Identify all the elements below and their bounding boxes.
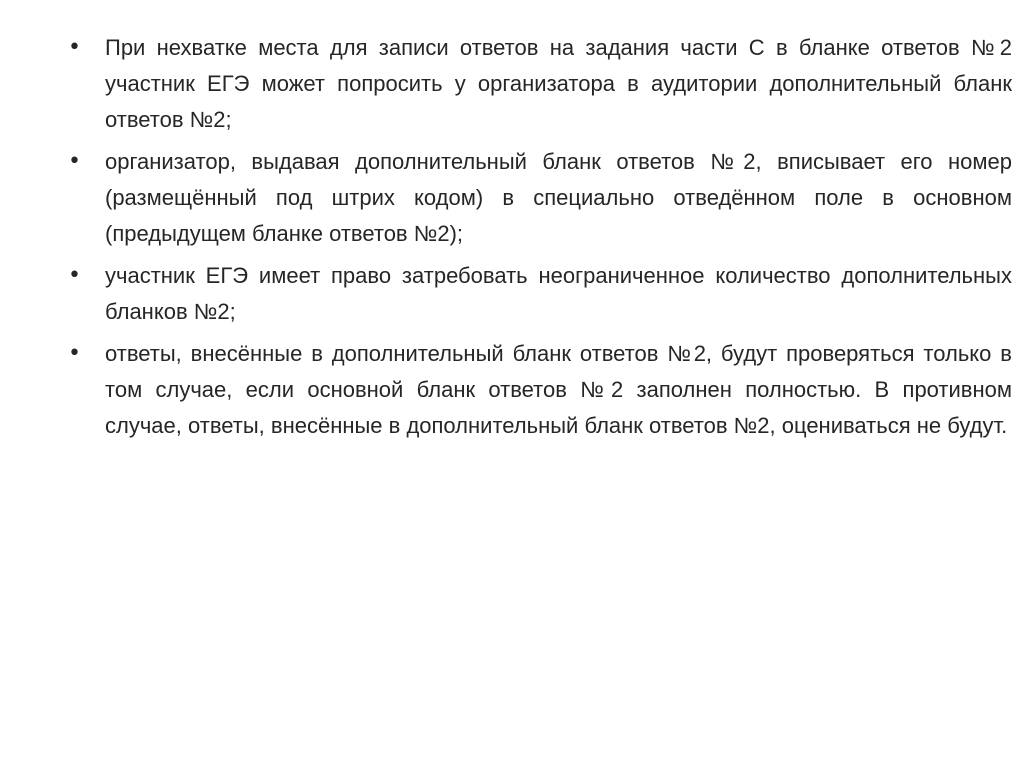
list-item-text: ответы, внесённые в дополнительный бланк ответов №2, будут проверяться только в том случае, если основной бланк ответов №2 заполнен полностью. В противном случае, ответы, внесённые в дополнительный бланк ответов №2, оцениваться не будут.: [105, 341, 1012, 438]
bullet-icon: •: [68, 341, 81, 366]
list-item-text: При нехватке места для записи ответов на задания части С в бланке ответов №2 участник ЕГЭ может попросить у организатора в аудитории дополнительный бланк ответов №2;: [105, 35, 1012, 132]
list-item-text: организатор, выдавая дополнительный бланк ответов №2, вписывает его номер (размещённый под штрих кодом) в специально отведённом поле в основном (предыдущем бланке ответов №2);: [105, 149, 1012, 246]
list-item: [0, 336, 1012, 444]
bullet-icon: •: [68, 149, 81, 174]
bullet-list: [0, 30, 1012, 444]
list-item-text: участник ЕГЭ имеет право затребовать неограниченное количество дополнительных бланков №2;: [105, 263, 1012, 324]
list-item: [0, 144, 1012, 252]
list-item: [0, 30, 1012, 138]
bullet-icon: •: [68, 35, 81, 60]
bullet-icon: •: [68, 263, 81, 288]
list-item: [0, 258, 1012, 330]
